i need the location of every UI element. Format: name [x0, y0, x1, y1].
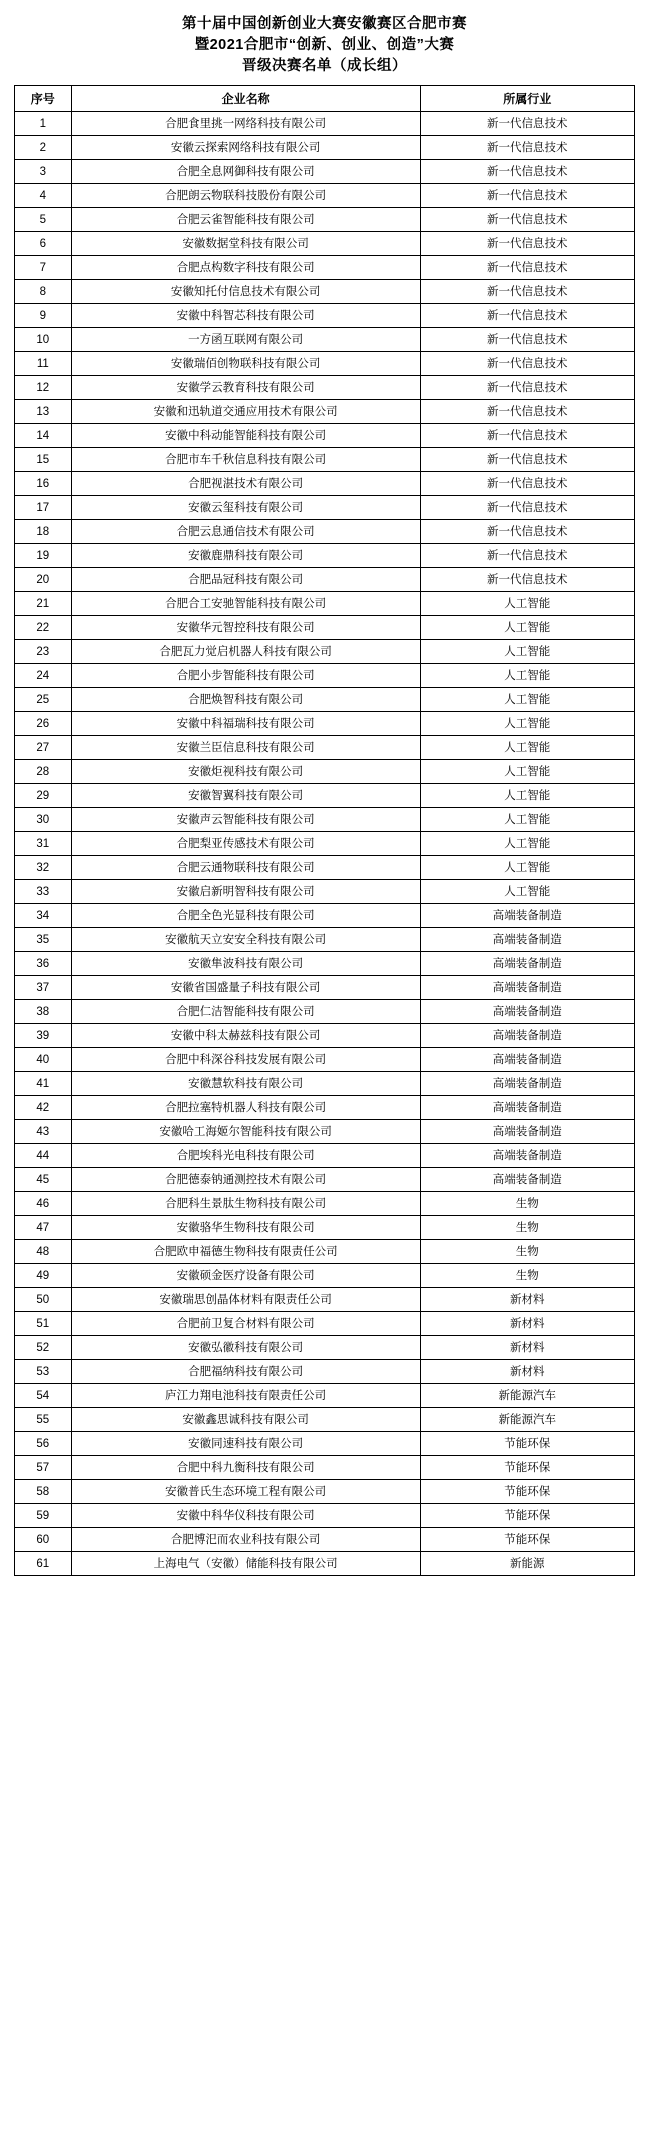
cell-company-name: 安徽瑞思创晶体材料有限责任公司 — [71, 1288, 420, 1312]
finalists-table — [14, 85, 635, 1576]
cell-index: 20 — [15, 568, 72, 592]
cell-industry: 节能环保 — [420, 1528, 634, 1552]
cell-index: 49 — [15, 1264, 72, 1288]
cell-company-name: 安徽炬视科技有限公司 — [71, 760, 420, 784]
table-row — [15, 1216, 635, 1240]
cell-company-name: 合肥中科深谷科技发展有限公司 — [71, 1048, 420, 1072]
cell-company-name: 合肥品冠科技有限公司 — [71, 568, 420, 592]
cell-industry: 节能环保 — [420, 1432, 634, 1456]
cell-index: 4 — [15, 184, 72, 208]
table-row — [15, 712, 635, 736]
cell-industry: 人工智能 — [420, 664, 634, 688]
cell-index: 61 — [15, 1552, 72, 1576]
cell-company-name: 合肥小步智能科技有限公司 — [71, 664, 420, 688]
cell-industry: 节能环保 — [420, 1480, 634, 1504]
cell-industry: 高端装备制造 — [420, 1120, 634, 1144]
cell-company-name: 安徽慧软科技有限公司 — [71, 1072, 420, 1096]
cell-company-name: 安徽瑞佰创物联科技有限公司 — [71, 352, 420, 376]
cell-industry: 人工智能 — [420, 760, 634, 784]
cell-company-name: 上海电气（安徽）储能科技有限公司 — [71, 1552, 420, 1576]
cell-company-name: 安徽弘徽科技有限公司 — [71, 1336, 420, 1360]
cell-industry: 新一代信息技术 — [420, 448, 634, 472]
table-row — [15, 736, 635, 760]
cell-company-name: 合肥博汜而农业科技有限公司 — [71, 1528, 420, 1552]
table-row — [15, 952, 635, 976]
cell-company-name: 合肥前卫复合材料有限公司 — [71, 1312, 420, 1336]
cell-company-name: 安徽中科华仪科技有限公司 — [71, 1504, 420, 1528]
table-row — [15, 928, 635, 952]
cell-index: 21 — [15, 592, 72, 616]
cell-company-name: 合肥欧申福德生物科技有限责任公司 — [71, 1240, 420, 1264]
cell-index: 19 — [15, 544, 72, 568]
cell-index: 40 — [15, 1048, 72, 1072]
cell-company-name: 合肥福纳科技有限公司 — [71, 1360, 420, 1384]
cell-industry: 人工智能 — [420, 712, 634, 736]
cell-company-name: 安徽省国盛量子科技有限公司 — [71, 976, 420, 1000]
cell-index: 3 — [15, 160, 72, 184]
cell-industry: 高端装备制造 — [420, 1000, 634, 1024]
cell-index: 50 — [15, 1288, 72, 1312]
table-row — [15, 904, 635, 928]
cell-company-name: 安徽中科智芯科技有限公司 — [71, 304, 420, 328]
cell-industry: 新一代信息技术 — [420, 520, 634, 544]
cell-index: 39 — [15, 1024, 72, 1048]
cell-industry: 人工智能 — [420, 688, 634, 712]
cell-company-name: 合肥市车千秋信息科技有限公司 — [71, 448, 420, 472]
table-row — [15, 160, 635, 184]
table-row — [15, 208, 635, 232]
cell-index: 51 — [15, 1312, 72, 1336]
cell-industry: 高端装备制造 — [420, 952, 634, 976]
table-row — [15, 136, 635, 160]
cell-index: 25 — [15, 688, 72, 712]
table-row — [15, 424, 635, 448]
table-row — [15, 808, 635, 832]
cell-company-name: 合肥瓦力觉启机器人科技有限公司 — [71, 640, 420, 664]
table-row — [15, 664, 635, 688]
cell-industry: 高端装备制造 — [420, 1048, 634, 1072]
cell-company-name: 合肥点构数字科技有限公司 — [71, 256, 420, 280]
cell-industry: 高端装备制造 — [420, 1072, 634, 1096]
table-row — [15, 376, 635, 400]
cell-index: 32 — [15, 856, 72, 880]
table-row — [15, 400, 635, 424]
cell-industry: 人工智能 — [420, 784, 634, 808]
cell-industry: 高端装备制造 — [420, 1144, 634, 1168]
cell-company-name: 合肥中科九衡科技有限公司 — [71, 1456, 420, 1480]
cell-index: 46 — [15, 1192, 72, 1216]
cell-company-name: 合肥云雀智能科技有限公司 — [71, 208, 420, 232]
table-row — [15, 592, 635, 616]
cell-industry: 新一代信息技术 — [420, 160, 634, 184]
cell-company-name: 安徽和迅轨道交通应用技术有限公司 — [71, 400, 420, 424]
document-title — [14, 14, 635, 77]
cell-industry: 生物 — [420, 1216, 634, 1240]
table-row — [15, 304, 635, 328]
cell-industry: 人工智能 — [420, 856, 634, 880]
cell-index: 53 — [15, 1360, 72, 1384]
cell-industry: 新一代信息技术 — [420, 496, 634, 520]
table-row — [15, 448, 635, 472]
cell-index: 29 — [15, 784, 72, 808]
cell-company-name: 合肥食里挑一网络科技有限公司 — [71, 112, 420, 136]
cell-industry: 新一代信息技术 — [420, 424, 634, 448]
cell-index: 43 — [15, 1120, 72, 1144]
table-row — [15, 1096, 635, 1120]
cell-industry: 人工智能 — [420, 640, 634, 664]
cell-company-name: 合肥梨亚传感技术有限公司 — [71, 832, 420, 856]
cell-company-name: 安徽声云智能科技有限公司 — [71, 808, 420, 832]
cell-index: 30 — [15, 808, 72, 832]
cell-index: 12 — [15, 376, 72, 400]
table-row — [15, 856, 635, 880]
table-row — [15, 256, 635, 280]
cell-index: 44 — [15, 1144, 72, 1168]
table-row — [15, 1144, 635, 1168]
cell-company-name: 安徽知托付信息技术有限公司 — [71, 280, 420, 304]
cell-industry: 新一代信息技术 — [420, 136, 634, 160]
cell-index: 5 — [15, 208, 72, 232]
table-row — [15, 472, 635, 496]
cell-company-name: 庐江力翔电池科技有限责任公司 — [71, 1384, 420, 1408]
cell-industry: 新一代信息技术 — [420, 568, 634, 592]
cell-industry: 高端装备制造 — [420, 1024, 634, 1048]
cell-industry: 高端装备制造 — [420, 928, 634, 952]
cell-industry: 新一代信息技术 — [420, 112, 634, 136]
cell-company-name: 安徽中科太赫兹科技有限公司 — [71, 1024, 420, 1048]
cell-industry: 生物 — [420, 1264, 634, 1288]
table-row — [15, 1024, 635, 1048]
cell-index: 11 — [15, 352, 72, 376]
cell-company-name: 安徽哈工海姬尔智能科技有限公司 — [71, 1120, 420, 1144]
cell-company-name: 合肥德泰钠通测控技术有限公司 — [71, 1168, 420, 1192]
cell-industry: 高端装备制造 — [420, 976, 634, 1000]
cell-industry: 高端装备制造 — [420, 904, 634, 928]
cell-index: 15 — [15, 448, 72, 472]
cell-index: 14 — [15, 424, 72, 448]
cell-company-name: 合肥拉塞特机器人科技有限公司 — [71, 1096, 420, 1120]
cell-index: 57 — [15, 1456, 72, 1480]
table-row — [15, 520, 635, 544]
cell-industry: 新一代信息技术 — [420, 304, 634, 328]
cell-company-name: 合肥科生景肽生物科技有限公司 — [71, 1192, 420, 1216]
cell-index: 16 — [15, 472, 72, 496]
cell-company-name: 安徽云探索网络科技有限公司 — [71, 136, 420, 160]
cell-index: 24 — [15, 664, 72, 688]
cell-index: 2 — [15, 136, 72, 160]
cell-company-name: 合肥视湛技术有限公司 — [71, 472, 420, 496]
cell-company-name: 安徽中科动能智能科技有限公司 — [71, 424, 420, 448]
cell-company-name: 合肥仁洁智能科技有限公司 — [71, 1000, 420, 1024]
table-row — [15, 1240, 635, 1264]
cell-industry: 高端装备制造 — [420, 1168, 634, 1192]
cell-industry: 新能源汽车 — [420, 1384, 634, 1408]
cell-index: 37 — [15, 976, 72, 1000]
table-row — [15, 1480, 635, 1504]
cell-index: 58 — [15, 1480, 72, 1504]
cell-company-name: 合肥全色光显科技有限公司 — [71, 904, 420, 928]
cell-company-name: 安徽云玺科技有限公司 — [71, 496, 420, 520]
cell-index: 1 — [15, 112, 72, 136]
column-header-company: 企业名称 — [71, 86, 420, 112]
cell-company-name: 合肥朗云物联科技股份有限公司 — [71, 184, 420, 208]
cell-index: 42 — [15, 1096, 72, 1120]
table-row — [15, 1264, 635, 1288]
table-row — [15, 1336, 635, 1360]
cell-index: 48 — [15, 1240, 72, 1264]
cell-industry: 新一代信息技术 — [420, 280, 634, 304]
cell-index: 34 — [15, 904, 72, 928]
cell-company-name: 安徽航天立安安全科技有限公司 — [71, 928, 420, 952]
cell-industry: 人工智能 — [420, 808, 634, 832]
cell-index: 52 — [15, 1336, 72, 1360]
cell-industry: 新材料 — [420, 1312, 634, 1336]
table-row — [15, 568, 635, 592]
title-line-2: 暨2021合肥市“创新、创业、创造”大赛 — [194, 37, 455, 53]
cell-industry: 新一代信息技术 — [420, 208, 634, 232]
cell-industry: 新材料 — [420, 1336, 634, 1360]
cell-company-name: 安徽隼波科技有限公司 — [71, 952, 420, 976]
cell-industry: 新一代信息技术 — [420, 256, 634, 280]
table-row — [15, 112, 635, 136]
cell-industry: 人工智能 — [420, 880, 634, 904]
table-row — [15, 1456, 635, 1480]
cell-company-name: 合肥埃科光电科技有限公司 — [71, 1144, 420, 1168]
table-row — [15, 760, 635, 784]
title-line-1: 第十届中国创新创业大赛安徽赛区合肥市赛 — [182, 16, 467, 32]
table-row — [15, 616, 635, 640]
table-row — [15, 1120, 635, 1144]
cell-index: 56 — [15, 1432, 72, 1456]
cell-industry: 新一代信息技术 — [420, 232, 634, 256]
cell-index: 13 — [15, 400, 72, 424]
table-row — [15, 1360, 635, 1384]
cell-index: 36 — [15, 952, 72, 976]
cell-industry: 节能环保 — [420, 1504, 634, 1528]
table-row — [15, 1048, 635, 1072]
cell-index: 59 — [15, 1504, 72, 1528]
cell-index: 26 — [15, 712, 72, 736]
cell-industry: 新一代信息技术 — [420, 328, 634, 352]
cell-company-name: 安徽学云教育科技有限公司 — [71, 376, 420, 400]
table-row — [15, 1408, 635, 1432]
table-row — [15, 784, 635, 808]
cell-index: 9 — [15, 304, 72, 328]
cell-index: 60 — [15, 1528, 72, 1552]
cell-index: 18 — [15, 520, 72, 544]
cell-index: 10 — [15, 328, 72, 352]
title-line-3: 晋级决赛名单（成长组） — [242, 58, 407, 74]
table-row — [15, 1432, 635, 1456]
cell-index: 8 — [15, 280, 72, 304]
cell-index: 31 — [15, 832, 72, 856]
cell-index: 28 — [15, 760, 72, 784]
cell-company-name: 安徽智翼科技有限公司 — [71, 784, 420, 808]
cell-industry: 生物 — [420, 1240, 634, 1264]
cell-index: 35 — [15, 928, 72, 952]
table-row — [15, 280, 635, 304]
cell-industry: 新材料 — [420, 1288, 634, 1312]
table-header — [15, 86, 635, 112]
table-row — [15, 1312, 635, 1336]
column-header-industry: 所属行业 — [420, 86, 634, 112]
cell-company-name: 安徽骆华生物科技有限公司 — [71, 1216, 420, 1240]
table-row — [15, 1288, 635, 1312]
cell-index: 54 — [15, 1384, 72, 1408]
cell-industry: 高端装备制造 — [420, 1096, 634, 1120]
cell-company-name: 合肥云息通信技术有限公司 — [71, 520, 420, 544]
cell-industry: 新一代信息技术 — [420, 376, 634, 400]
table-body — [15, 112, 635, 1576]
cell-company-name: 合肥云通物联科技有限公司 — [71, 856, 420, 880]
cell-index: 22 — [15, 616, 72, 640]
table-row — [15, 328, 635, 352]
table-row — [15, 880, 635, 904]
cell-company-name: 安徽兰臣信息科技有限公司 — [71, 736, 420, 760]
cell-company-name: 合肥全息网御科技有限公司 — [71, 160, 420, 184]
cell-company-name: 安徽华元智控科技有限公司 — [71, 616, 420, 640]
table-row — [15, 1504, 635, 1528]
cell-index: 23 — [15, 640, 72, 664]
cell-industry: 人工智能 — [420, 736, 634, 760]
table-row — [15, 232, 635, 256]
table-row — [15, 1072, 635, 1096]
table-row — [15, 640, 635, 664]
cell-industry: 新能源汽车 — [420, 1408, 634, 1432]
table-row — [15, 1000, 635, 1024]
table-row — [15, 184, 635, 208]
cell-company-name: 一方函互联网有限公司 — [71, 328, 420, 352]
table-row — [15, 1384, 635, 1408]
cell-industry: 新材料 — [420, 1360, 634, 1384]
cell-index: 38 — [15, 1000, 72, 1024]
cell-company-name: 安徽普氏生态环境工程有限公司 — [71, 1480, 420, 1504]
table-row — [15, 1552, 635, 1576]
table-row — [15, 832, 635, 856]
cell-industry: 节能环保 — [420, 1456, 634, 1480]
cell-industry: 人工智能 — [420, 616, 634, 640]
cell-company-name: 安徽硕金医疗设备有限公司 — [71, 1264, 420, 1288]
column-header-index: 序号 — [15, 86, 72, 112]
cell-index: 7 — [15, 256, 72, 280]
table-header-row — [15, 86, 635, 112]
cell-index: 47 — [15, 1216, 72, 1240]
table-row — [15, 496, 635, 520]
cell-index: 55 — [15, 1408, 72, 1432]
cell-company-name: 合肥焕智科技有限公司 — [71, 688, 420, 712]
table-row — [15, 352, 635, 376]
table-row — [15, 1192, 635, 1216]
cell-industry: 人工智能 — [420, 592, 634, 616]
cell-company-name: 安徽数据堂科技有限公司 — [71, 232, 420, 256]
cell-index: 41 — [15, 1072, 72, 1096]
cell-company-name: 安徽同速科技有限公司 — [71, 1432, 420, 1456]
table-row — [15, 544, 635, 568]
table-row — [15, 688, 635, 712]
cell-company-name: 合肥合工安驰智能科技有限公司 — [71, 592, 420, 616]
cell-industry: 新一代信息技术 — [420, 352, 634, 376]
cell-industry: 生物 — [420, 1192, 634, 1216]
cell-industry: 新一代信息技术 — [420, 400, 634, 424]
cell-industry: 新一代信息技术 — [420, 544, 634, 568]
cell-index: 6 — [15, 232, 72, 256]
cell-company-name: 安徽中科福瑞科技有限公司 — [71, 712, 420, 736]
cell-industry: 新能源 — [420, 1552, 634, 1576]
cell-industry: 人工智能 — [420, 832, 634, 856]
cell-industry: 新一代信息技术 — [420, 184, 634, 208]
cell-company-name: 安徽启新明智科技有限公司 — [71, 880, 420, 904]
cell-index: 45 — [15, 1168, 72, 1192]
cell-index: 17 — [15, 496, 72, 520]
table-row — [15, 1168, 635, 1192]
cell-industry: 新一代信息技术 — [420, 472, 634, 496]
table-row — [15, 1528, 635, 1552]
cell-company-name: 安徽鹿鼎科技有限公司 — [71, 544, 420, 568]
cell-index: 27 — [15, 736, 72, 760]
cell-index: 33 — [15, 880, 72, 904]
table-row — [15, 976, 635, 1000]
cell-company-name: 安徽鑫思诚科技有限公司 — [71, 1408, 420, 1432]
